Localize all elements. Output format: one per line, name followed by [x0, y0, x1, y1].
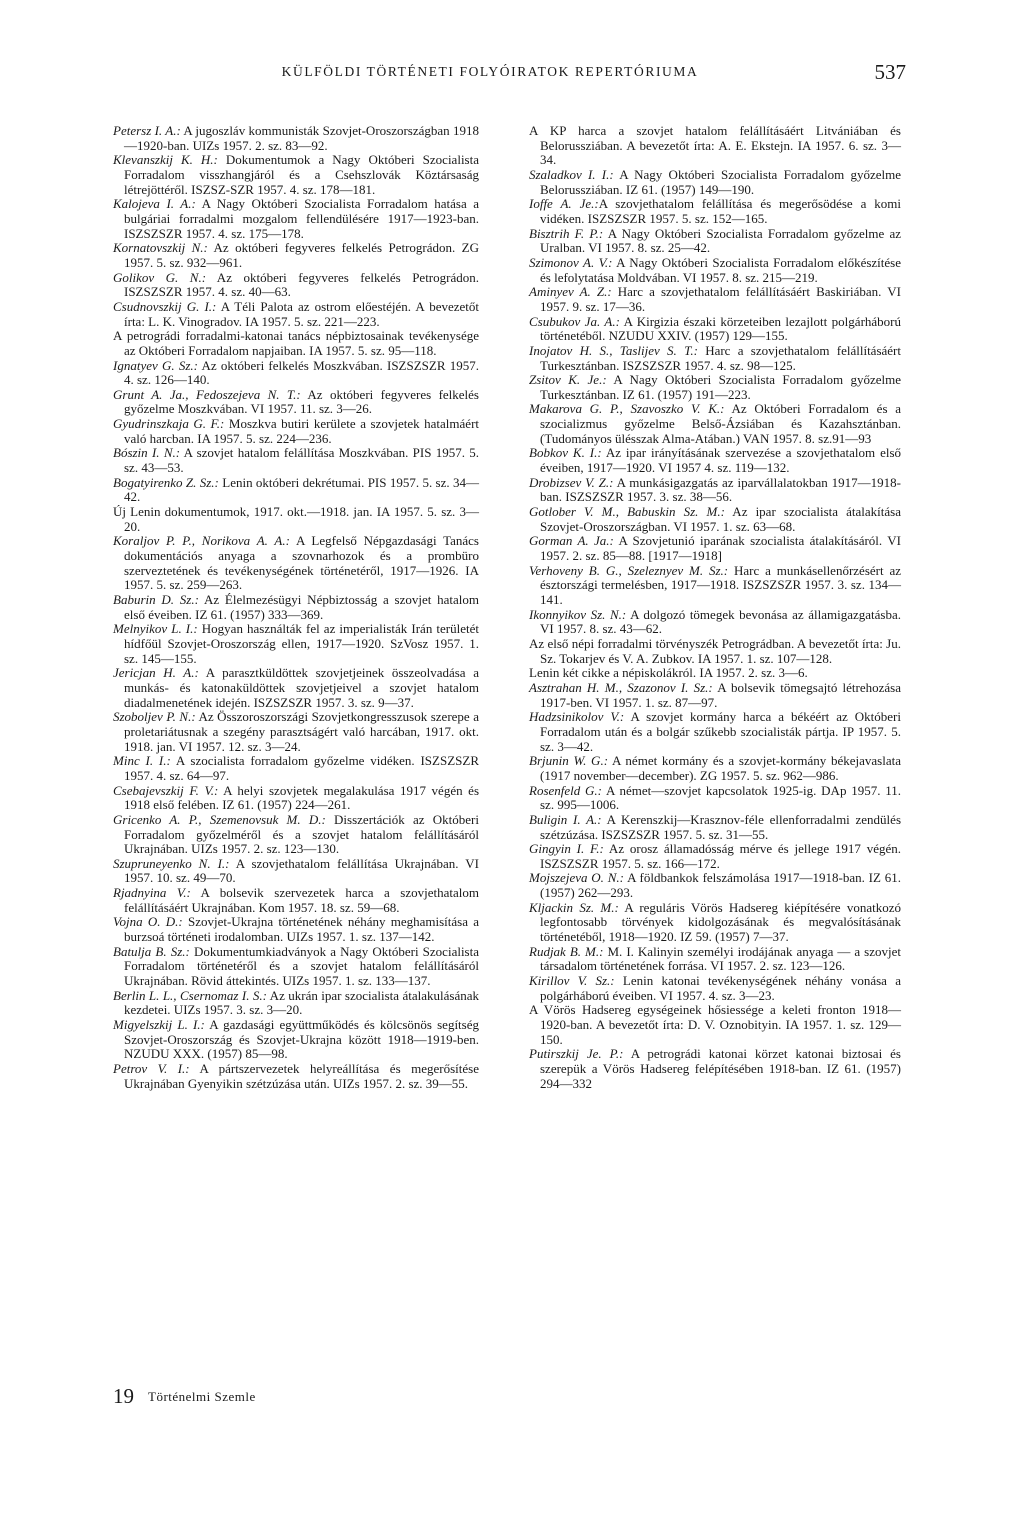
entry-author: Petersz I. A.:	[113, 123, 181, 138]
bibliography-entry	[529, 315, 901, 344]
entry-author: Ikonnyikov Sz. N.:	[529, 606, 627, 622]
page-number: 537	[874, 60, 906, 84]
bibliography-entry	[113, 388, 479, 417]
page-header	[0, 60, 1024, 90]
entry-text: Az ukrán ipar szocialista átalakulásának kezdetei. UIZs 1957. 3. sz. 3—20.	[124, 987, 479, 1018]
entry-author: Petrov V. I.:	[113, 1061, 190, 1076]
bibliography-entry	[529, 402, 901, 446]
entry-text: Az Élelmezésügyi Népbiztosság a szovjet hatalom első éveiben. IZ 61. (1957) 333—369.	[124, 592, 479, 622]
bibliography-entry	[529, 256, 901, 285]
entry-author: Szaladkov I. I.:	[529, 166, 614, 182]
bibliography-entry	[529, 754, 901, 783]
bibliography-entry	[113, 505, 479, 534]
entry-author: Inojatov H. S., Taslijev S. T.:	[529, 342, 698, 358]
entry-author: Mojszejeva O. N.:	[529, 870, 624, 886]
entry-text: Az első népi forradalmi törvényszék Petrográdban. A bevezetőt írta: Ju. Sz. Tokarjev és V. A. Zubkov. IA 1957. 1. sz. 107—128.	[529, 635, 901, 666]
entry-text: A petrográdi katonai körzet katonai biztosai és szerepük a Vörös Hadsereg felépítésében 1918-ban. IZ 61. (1957) 294—332	[540, 1046, 901, 1091]
entry-text: Szovjet-Ukrajna történetének néhány meghamisítása a burzsoá történeti irodalomban. UIZs 1957. 1. sz. 137—142.	[124, 914, 479, 945]
entry-text: Moszkva butiri kerülete a szovjetek hatalmáért való harcban. IA 1957. 5. sz. 224—236.	[124, 416, 480, 446]
entry-text: Harc a szovjethatalom felállításáért Baskiriában. VI 1957. 9. sz. 17—36.	[540, 284, 901, 314]
bibliography-entry	[529, 534, 901, 563]
bibliography-entry	[113, 534, 479, 593]
entry-author: Szoboljev P. N.:	[113, 709, 196, 725]
entry-author: Kljackin Sz. M.:	[529, 899, 619, 915]
entry-author: Gorman A. Ja.:	[529, 533, 614, 549]
bibliography-entry	[113, 784, 479, 813]
entry-author: Zsitov K. Je.:	[529, 372, 607, 388]
entry-text: Harc a szovjethatalom felállításáért Turkesztánban. ISZSZSZR 1957. 4. sz. 98—125.	[540, 342, 901, 373]
entry-author: Csebajevszkij F. V.:	[113, 782, 219, 798]
bibliography-entry	[529, 666, 901, 681]
entry-text: A Kerenszkij—Krasznov-féle ellenforradalmi zendülés szétzúzása. ISZSZSZR 1957. 5. sz. 31—55.	[540, 811, 901, 842]
entry-author: Vojna O. D.:	[113, 914, 183, 930]
entry-text: A Vörös Hadsereg egységeinek hősiessége a keleti fronton 1918—1920-ban. A bevezetőt írta: D. V. Oznobityin. IA 1957. 1. sz. 129—150.	[529, 1002, 901, 1047]
entry-author: Koraljov P. P., Norikova A. A.:	[113, 533, 290, 549]
entry-text: A német kormány és a szovjet-kormány békejavaslata (1917 november—december). ZG 1957. 5. sz. 962—986.	[540, 753, 902, 783]
right-column	[529, 124, 901, 1091]
bibliography-entry	[113, 857, 479, 886]
entry-author: Makarova G. P., Szavoszko V. K.:	[529, 401, 725, 417]
entry-text: Az októberi fegyveres felkelés Petrográdon. ZG 1957. 5. sz. 932—961.	[124, 240, 479, 270]
entry-author: Minc I. I.:	[113, 753, 171, 769]
entry-author: Bószin I. N.:	[113, 445, 181, 461]
entry-text: A Nagy Októberi Szocialista Forradalom győzelme Belorussziában. IZ 61. (1957) 149—190.	[540, 166, 902, 197]
bibliography-entry	[529, 446, 901, 475]
entry-text: A gazdasági együttműködés és kölcsönös segítség Szovjet-Oroszország és Szovjet-Ukrajna között 1918—1919-ben. NZUDU XXX. (1957) 85—98.	[124, 1017, 479, 1062]
bibliography-entry	[529, 1047, 901, 1091]
entry-text: A munkásigazgatás az iparvállalatokban 1917—1918-ban. ISZSZSZR 1957. 3. sz. 38—56.	[540, 474, 901, 505]
bibliography-entry	[113, 1018, 479, 1062]
running-title: KÜLFÖLDI TÖRTÉNETI FOLYÓIRATOK REPERTÓRIUMA	[281, 64, 699, 79]
bibliography-entry	[113, 359, 479, 388]
entry-text: A szovjet hatalom felállítása Moszkvában. PIS 1957. 5. sz. 43—53.	[124, 445, 479, 476]
entry-text: A szocialista forradalom győzelme vidéken. ISZSZSZR 1957. 4. sz. 64—97.	[124, 753, 479, 783]
entry-author: Baburin D. Sz.:	[113, 592, 199, 607]
bibliography-entry	[529, 227, 901, 256]
entry-text: Dokumentumkiadványok a Nagy Októberi Szocialista Forradalom történetéről és a szovjet hatalom felállításáról Ukrajnában. Rövid áttekintés. UIZs 1957. 1. sz. 133—137.	[124, 943, 480, 989]
entry-text: A szovjethatalom felállítása és megerősödése a komi vidéken. ISZSZSZR 1957. 5. sz. 152—165.	[540, 196, 902, 226]
entry-text: A Legfelső Népgazdasági Tanács dokumentációs anyaga a szovnarhozok és a prombüro szerveztetének és tevékenységének történetéről, 1917—1926. IA 1957. 5. sz. 259—263.	[124, 533, 479, 593]
entry-author: Gotlober V. M., Babuskin Sz. M.:	[529, 504, 725, 520]
bibliography-entry	[529, 710, 901, 754]
entry-author: Aminyev A. Z.:	[529, 284, 612, 300]
entry-author: Csubukov Ja. A.:	[529, 313, 620, 329]
entry-author: Szimonov A. V.:	[529, 254, 613, 270]
entry-author: Rudjak B. M.:	[529, 943, 604, 959]
entry-text: A Nagy Októberi Szocialista Forradalom győzelme az Uralban. VI 1957. 8. sz. 25—42.	[540, 225, 901, 256]
entry-author: Rosenfeld G.:	[529, 782, 602, 798]
bibliography-entry	[113, 446, 479, 475]
entry-author: Berlin L. L., Csernomaz I. S.:	[113, 987, 267, 1003]
entry-author: Batulja B. Sz.:	[113, 943, 190, 959]
entry-author: Ignatyev G. Sz.:	[113, 357, 198, 373]
entry-author: Kirillov V. Sz.:	[529, 973, 615, 989]
entry-author: Kornatovszkij N.:	[113, 240, 208, 256]
bibliography-entry	[113, 1062, 479, 1091]
entry-text: Lenin októberi dekrétumai. PIS 1957. 5. sz. 34—42.	[124, 474, 479, 505]
page-footer	[0, 1384, 1024, 1414]
entry-author: Golikov G. N.:	[113, 269, 207, 285]
entry-author: Bisztrih F. P.:	[529, 225, 604, 241]
entry-text: A jugoszláv kommunisták Szovjet-Oroszországban 1918—1920-ban. UIZs 1957. 2. sz. 83—92.	[124, 123, 479, 153]
entry-author: Drobizsev V. Z.:	[529, 474, 614, 490]
sheet-number: 19	[113, 1384, 134, 1408]
bibliography-entry	[529, 344, 901, 373]
entry-author: Migyelszkij L. I.:	[113, 1017, 205, 1033]
entry-text: Az Összoroszországi Szovjetkongresszusok szerepe a proletariátusnak a szegény parasztságért való harcában, 1917. okt. 1918. jan. VI 1957. 12. sz. 3—24.	[124, 709, 479, 754]
entry-author: Buligin I. A.:	[529, 811, 602, 827]
entry-author: Bobkov K. I.:	[529, 445, 602, 461]
bibliography-entry	[113, 241, 479, 270]
entry-author: Gyudrinszkaja G. F.:	[113, 416, 225, 432]
entry-author: Gricenko A. P., Szemenovsuk M. D.:	[113, 811, 326, 827]
bibliography-entry	[529, 505, 901, 534]
entry-text: Lenin katonai tevékenységének néhány vonása a polgárháború éveiben. VI 1957. 4. sz. 3—23.	[540, 973, 901, 1003]
bibliography-entry	[113, 813, 479, 857]
entry-author: Ioffe A. Je.:	[529, 196, 599, 212]
left-column	[113, 124, 479, 1091]
entry-author: Jericjan H. A.:	[113, 665, 199, 681]
entry-text: Új Lenin dokumentumok, 1917. okt.—1918. jan. IA 1957. 5. sz. 3—20.	[113, 504, 479, 534]
entry-text: Az Októberi Forradalom és a szocializmus győzelme Belső-Ázsiában és Kazahsztánban. (Tudományos ülésszak Alma-Atában.) VAN 1957. 8. sz.91—93	[540, 401, 901, 446]
bibliography-entry	[113, 124, 479, 153]
bibliography-entry	[113, 417, 479, 446]
entry-author: Csudnovszkij G. I.:	[113, 298, 217, 314]
bibliography-entry	[113, 754, 479, 783]
bibliography-entry	[113, 271, 479, 300]
entry-text: Disszertációk az Októberi Forradalom győzelméről és a szovjet hatalom felállításáról Ukrajnában. UIZs 1957. 2. sz. 123—130.	[124, 811, 479, 857]
entry-author: Verhoveny B. G., Szeleznyev M. Sz.:	[529, 562, 729, 578]
bibliography-entry	[113, 197, 479, 241]
entry-author: Melnyikov L. I.:	[113, 621, 198, 637]
entry-text: A Nagy Októberi Szocialista Forradalom hatása a bulgáriai forradalmi mozgalom fellendülésére 1917—1923-ban. ISZSZSZR 1957. 4. sz. 175—178.	[124, 196, 479, 241]
entry-text: Az októberi fegyveres felkelés Petrográdon. ISZSZSZR 1957. 4. sz. 40—63.	[124, 269, 479, 300]
entry-text: A Szovjetunió iparának szocialista átalakításáról. VI 1957. 2. sz. 85—88. [1917—1918]	[540, 533, 901, 564]
entry-text: Lenin két cikke a népiskolákról. IA 1957. 2. sz. 3—6.	[529, 665, 808, 681]
bibliography-entry	[529, 564, 901, 608]
entry-text: A szovjet kormány harca a békéért az Októberi Forradalom után és a bolgár szűkebb szocialisták pártja. IP 1957. 5. sz. 3—42.	[540, 709, 901, 754]
entry-text: A Téli Palota az ostrom előestéjén. A bevezetőt írta: L. K. Vinogradov. IA 1957. 5. sz. 221—223.	[124, 298, 479, 329]
entry-text: A földbankok felszámolása 1917—1918-ban. IZ 61. (1957) 262—293.	[540, 870, 901, 901]
bibliography-entry	[529, 124, 901, 168]
journal-name: Történelmi Szemle	[148, 1389, 256, 1404]
entry-text: Az októberi felkelés Moszkvában. ISZSZSZR 1957. 4. sz. 126—140.	[124, 357, 479, 388]
entry-text: Harc a munkásellenőrzésért az észtországi termelésben, 1917—1918. ISZSZSZR 1957. 3. sz. 134—141.	[540, 562, 902, 607]
entry-text: Hogyan használták fel az imperialisták Irán területét hídfőül Szovjet-Oroszország ellen, 1917—1920. SzVosz 1957. 1. sz. 145—155.	[124, 621, 479, 666]
entry-author: Grunt A. Ja., Fedoszejeva N. T.:	[113, 386, 301, 402]
bibliography-entry	[113, 622, 479, 666]
entry-author: Klevanszkij K. H.:	[113, 152, 218, 168]
entry-text: A szovjethatalom felállítása Ukrajnában. VI 1957. 10. sz. 49—70.	[124, 855, 479, 886]
entry-author: Gingyin I. F.:	[529, 841, 604, 857]
bibliography-entry	[113, 153, 479, 197]
entry-text: A reguláris Vörös Hadsereg kiépítésére vonatkozó legfontosabb törvények kidolgozásának és megvalósításának történetéből, 1918—1920. IZ 59. (1957) 7—37.	[540, 899, 901, 945]
entry-text: A bolsevik szervezetek harca a szovjethatalom felállításáért Ukrajnában. Kom 1957. 18. sz. 59—68.	[124, 885, 480, 915]
entry-text: A Nagy Októberi Szocialista Forradalom előkészítése és lefolytatása Moldvában. VI 1957. 8. sz. 215—219.	[540, 254, 901, 285]
bibliography-entry	[113, 666, 479, 710]
bibliography-entry	[529, 784, 901, 813]
bibliography-entry	[529, 681, 901, 710]
bibliography-entry	[529, 974, 901, 1003]
entry-text: Az orosz államadósság mérve és jellege 1917 végén. ISZSZSZR 1957. 5. sz. 166—172.	[540, 841, 901, 871]
entry-text: A Kirgizia északi körzeteiben lezajlott polgárháború történetéből. NZUDU XXIV. (1957) 129—155.	[540, 313, 901, 344]
entry-author: Kalojeva I. A.:	[113, 196, 196, 212]
bibliography-entry	[529, 637, 901, 666]
bibliography-entry	[529, 871, 901, 900]
entry-text: Az októberi fegyveres felkelés győzelme Moszkvában. VI 1957. 11. sz. 3—26.	[124, 386, 479, 417]
entry-text: M. I. Kalinyin személyi irodájának anyaga — a szovjet társadalom történetének forrása. VI 1957. 2. sz. 123—126.	[540, 943, 901, 974]
entry-text: A petrográdi forradalmi-katonai tanács népbiztosainak tevékenysége az Októberi Forradalom napjaiban. IA 1957. 5. sz. 95—118.	[113, 328, 479, 358]
entry-author: Asztrahan H. M., Szazonov I. Sz.:	[529, 679, 713, 695]
bibliography-entry	[113, 710, 479, 754]
bibliography-entry	[529, 168, 901, 197]
entry-author: Hadzsinikolov V.:	[529, 709, 625, 725]
entry-author: Bogatyirenko Z. Sz.:	[113, 474, 219, 490]
bibliography-entry	[113, 476, 479, 505]
bibliography-entry	[113, 593, 479, 622]
entry-text: A német—szovjet kapcsolatok 1925-ig. DAp 1957. 11. sz. 995—1006.	[540, 782, 901, 813]
bibliography-entry	[113, 945, 479, 989]
entry-text: A KP harca a szovjet hatalom felállításáért Litvániában és Belorussziában. A bevezetőt írta: A. E. Ekstejn. IA 1957. 6. sz. 3—34.	[529, 123, 901, 168]
bibliography-entry	[113, 329, 479, 358]
bibliography-entry	[529, 373, 901, 402]
bibliography-entry	[529, 285, 901, 314]
bibliography-entry	[529, 1003, 901, 1047]
bibliography-entry	[113, 300, 479, 329]
entry-text: Az ipar szocialista átalakítása Szovjet-Oroszországban. VI 1957. 1. sz. 63—68.	[540, 504, 901, 534]
bibliography-entry	[529, 608, 901, 637]
entry-text: Dokumentumok a Nagy Októberi Szocialista Forradalom visszhangjáról és a Csehszlovák Köztársaság létrejöttéről. ISZSZ-SZR 1957. 4. sz. 178—181.	[124, 152, 479, 197]
bibliography-entry	[113, 989, 479, 1018]
bibliography-entry	[529, 945, 901, 974]
bibliography-entry	[529, 901, 901, 945]
bibliography-entry	[529, 813, 901, 842]
entry-author: Szupruneyenko N. I.:	[113, 855, 230, 871]
bibliography-entry	[529, 842, 901, 871]
entry-text: A parasztküldöttek szovjetjeinek összeolvadása a munkás- és katonaküldöttek szovjetjeivel a szovjet hatalom diadalmenetének idején. ISZSZSZR 1957. 3. sz. 9—37.	[124, 665, 479, 710]
entry-text: Az ipar irányításának szervezése a szovjethatalom első éveiben, 1917—1920. VI 1957 4. sz. 119—132.	[540, 445, 902, 476]
entry-text: A bolsevik tömegsajtó létrehozása 1917-ben. VI 1957. 1. sz. 87—97.	[540, 679, 901, 710]
bibliography-entry	[113, 915, 479, 944]
bibliography-entry	[529, 476, 901, 505]
entry-author: Brjunin W. G.:	[529, 753, 609, 769]
bibliography-entry	[113, 886, 479, 915]
entry-text: A helyi szovjetek megalakulása 1917 végén és 1918 első felében. IZ 61. (1957) 224—261.	[124, 782, 480, 813]
entry-author: Putirszkij Je. P.:	[529, 1046, 624, 1062]
entry-text: A pártszervezetek helyreállítása és megerősítése Ukrajnában Gyenyikin szétzúzása után. UIZs 1957. 2. sz. 39—55.	[124, 1061, 480, 1091]
entry-author: Rjadnyina V.:	[113, 885, 191, 901]
entry-text: A Nagy Októberi Szocialista Forradalom győzelme Turkesztánban. IZ 61. (1957) 191—223.	[540, 372, 902, 402]
entry-text: A dolgozó tömegek bevonása az államigazgatásba. VI 1957. 8. sz. 43—62.	[540, 606, 901, 637]
bibliography-entry	[529, 197, 901, 226]
